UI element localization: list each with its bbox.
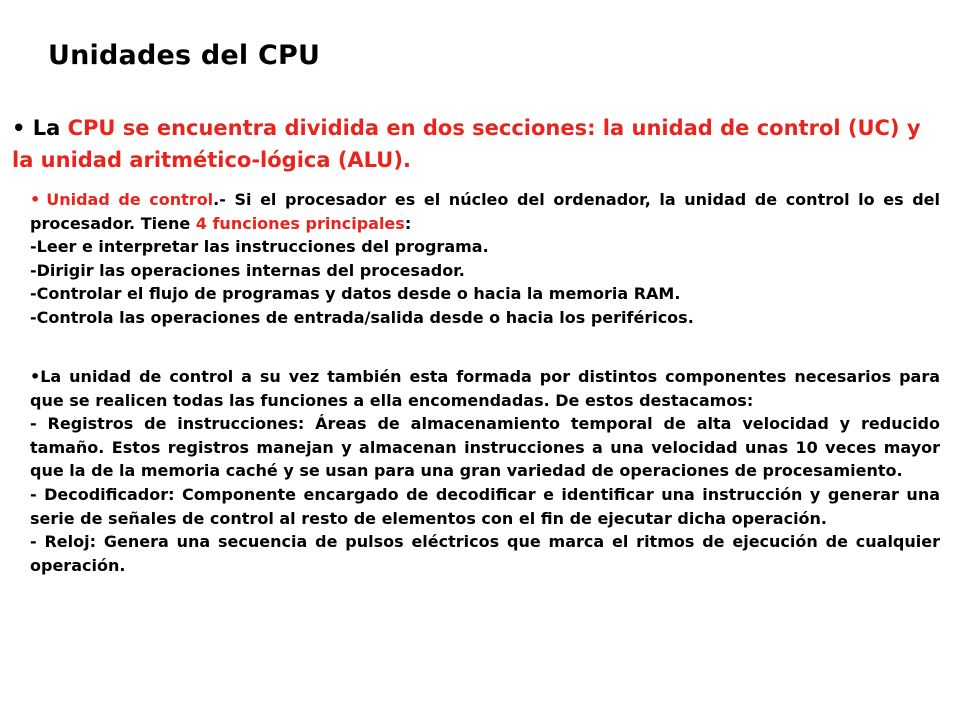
- components-intro: [30, 365, 940, 412]
- function-item: -Controla las operaciones de entrada/salida desde o hacia los periféricos.: [30, 307, 694, 327]
- control-unit-text-a: .- Si el procesador es el núcleo del ordenador, la unidad de control lo es del procesador. Tiene: [30, 190, 940, 233]
- function-item: -Controlar el flujo de programas y datos desde o hacia la memoria RAM.: [30, 284, 681, 304]
- control-unit-description: [30, 188, 940, 235]
- control-unit-bullet: •: [30, 190, 41, 209]
- components-intro-text: La unidad de control a su vez también esta formada por distintos componentes necesarios para que se realicen todas las funciones a ella encomendadas. De estos destacamos:: [30, 367, 940, 410]
- component-item: - Decodificador: Componente encargado de decodificar e identificar una instrucción y generar una serie de señales de control al resto de elementos con el fin de ejecutar dicha operación.: [30, 484, 940, 528]
- component-item: - Reloj: Genera una secuencia de pulsos eléctricos que marca el ritmos de ejecución de cualquier operación.: [30, 532, 940, 575]
- intro-prefix: La: [32, 116, 68, 140]
- component-item: - Registros de instrucciones: Áreas de almacenamiento temporal de alta velocidad y reducido tamaño. Estos registros manejan y almacenan instrucciones a una velocidad unas 10 veces mayor que la de la memoria caché y se usan para una gran variedad de operaciones de procesamiento.: [30, 414, 940, 481]
- components-bullet: •: [30, 367, 41, 386]
- function-item: -Dirigir las operaciones internas del procesador.: [30, 260, 465, 280]
- intro-highlight: CPU se encuentra dividida en dos secciones: la unidad de control (UC) y la unidad aritmético-lógica (ALU).: [12, 116, 921, 172]
- page-title: Unidades del CPU: [48, 40, 321, 71]
- intro-paragraph: [12, 112, 942, 176]
- function-item: -Leer e interpretar las instrucciones del programa.: [30, 237, 489, 257]
- control-unit-section: [30, 188, 940, 330]
- control-unit-text-b: :: [404, 213, 412, 233]
- functions-highlight: 4 funciones principales: [195, 213, 405, 233]
- components-section: [30, 365, 940, 577]
- intro-bullet: •: [12, 116, 26, 140]
- control-unit-term: Unidad de control: [46, 190, 214, 209]
